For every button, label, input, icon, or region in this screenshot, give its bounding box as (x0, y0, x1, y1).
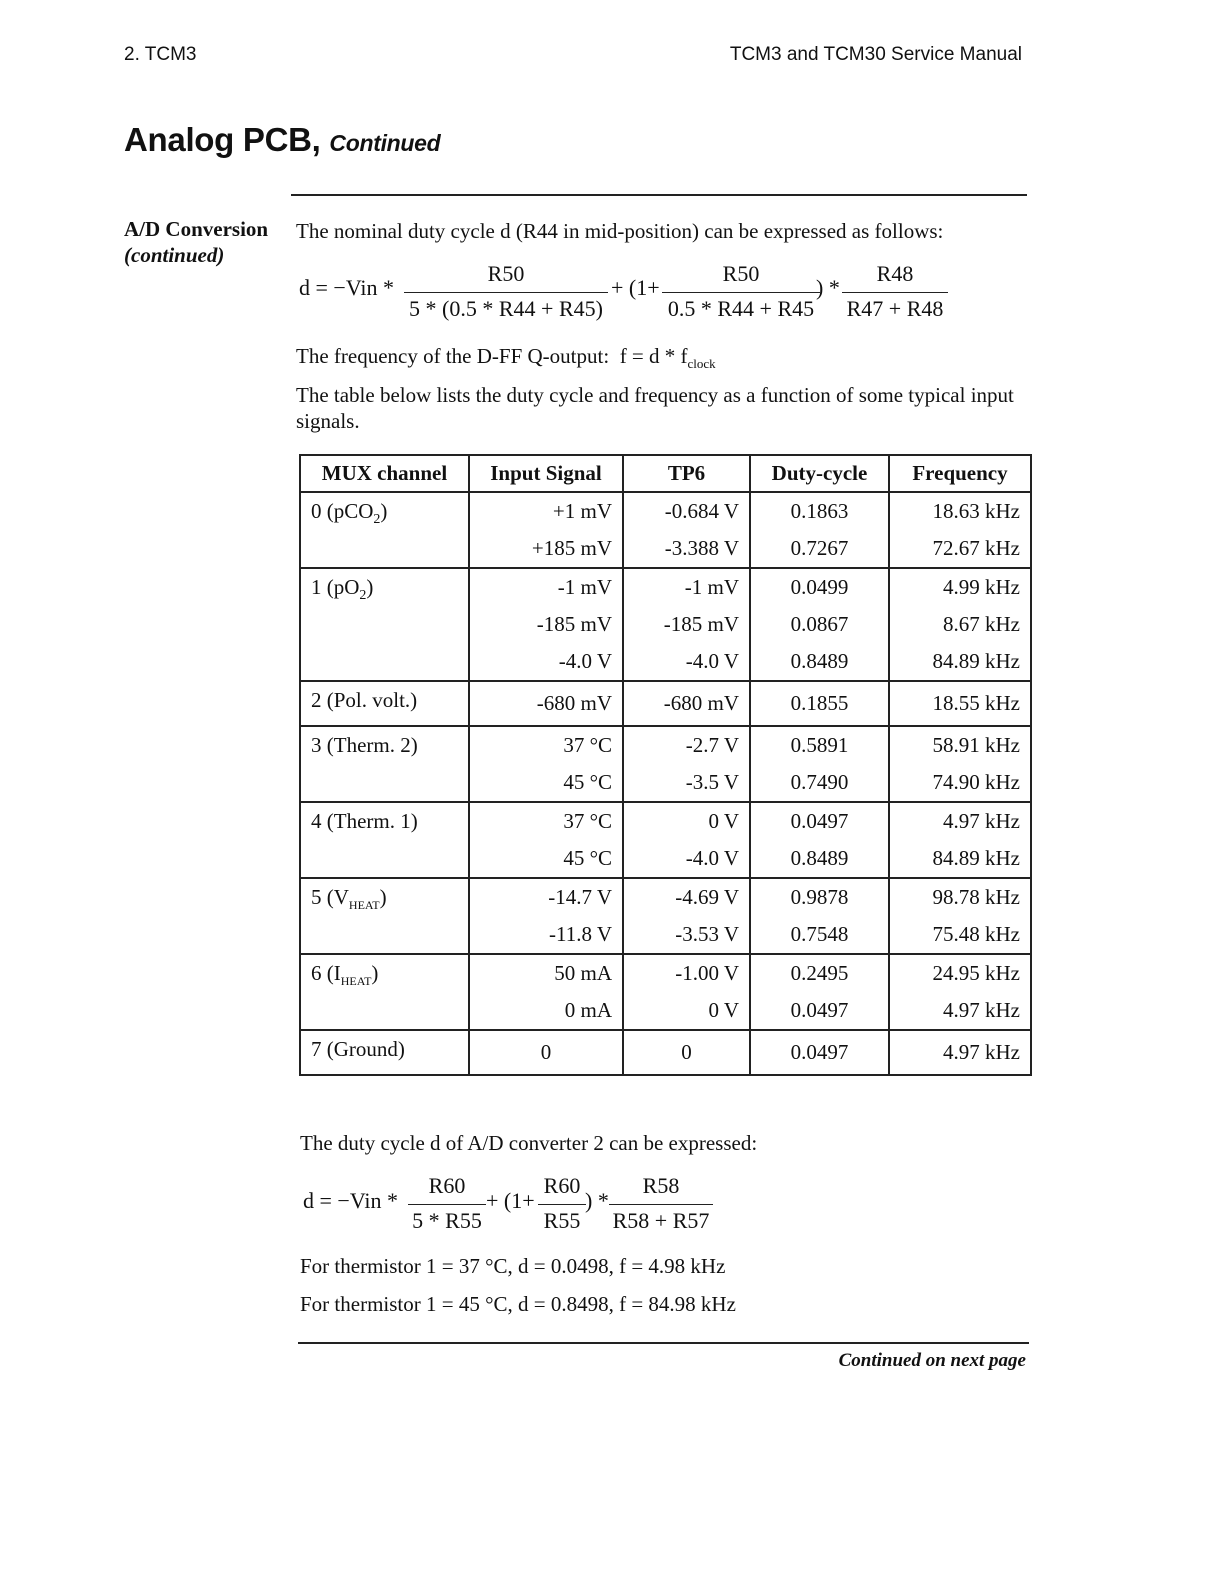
table-intro: The table below lists the duty cycle and frequency as a function of some typical input signals. (296, 383, 1014, 433)
tp6-cell: -1.00 V (623, 954, 750, 992)
duty-cycle-cell: 0.0497 (750, 1030, 889, 1075)
eq1-den3: R47 + R48 (846, 296, 944, 321)
eq1-num2: R50 (722, 261, 760, 286)
input-signal-cell: 50 mA (469, 954, 623, 992)
tp6-cell: -2.7 V (623, 726, 750, 764)
eq2-fraction-bar-2 (538, 1204, 586, 1205)
mux-channel-label: 1 (pO (311, 575, 360, 599)
mux-channel-label: 7 (Ground) (311, 1037, 405, 1061)
frequency-text: The frequency of the D-FF Q-output: (296, 344, 610, 368)
col-header-duty: Duty-cycle (750, 455, 889, 492)
mux-channel-cell (300, 878, 469, 954)
mux-channel-subscript: 2 (373, 512, 381, 528)
mux-channel-subscript: 2 (359, 588, 367, 604)
duty-cycle-cell: 0.2495 (750, 954, 889, 992)
frequency-cell: 24.95 kHz (889, 954, 1031, 992)
tp6-cell: 0 V (623, 992, 750, 1030)
tp6-cell: 0 (623, 1030, 750, 1075)
frequency-subscript: clock (687, 356, 716, 372)
eq2-fraction-bar-3 (609, 1204, 713, 1205)
table-row (300, 681, 1031, 726)
mux-channel-label: 0 (pCO (311, 499, 374, 523)
eq2-den3: R58 + R57 (612, 1208, 710, 1233)
duty-cycle-cell: 0.1863 (750, 492, 889, 530)
eq2-close: ) * (585, 1188, 609, 1213)
mux-channel-cell (300, 681, 469, 726)
tp6-cell: -1 mV (623, 568, 750, 606)
frequency-cell: 4.97 kHz (889, 992, 1031, 1030)
tp6-cell: -3.5 V (623, 764, 750, 802)
page-title-sub: Continued (329, 130, 441, 156)
eq2-den1: 5 * R55 (412, 1208, 482, 1233)
frequency-cell: 18.55 kHz (889, 681, 1031, 726)
eq1-num1: R50 (487, 261, 525, 286)
input-signal-cell: 37 °C (469, 726, 623, 764)
top-divider (291, 194, 1027, 196)
eq2-den2: R55 (543, 1208, 581, 1233)
eq2-num1: R60 (428, 1173, 466, 1198)
col-header-frequency: Frequency (889, 455, 1031, 492)
duty-cycle-cell: 0.0497 (750, 992, 889, 1030)
eq1-close: ) * (816, 275, 840, 300)
input-signal-cell: +185 mV (469, 530, 623, 568)
adc2-intro: The duty cycle d of A/D converter 2 can be expressed: (300, 1131, 758, 1155)
mux-channel-subscript: HEAT (340, 974, 372, 989)
mux-channel-label: 4 (Therm. 1) (311, 809, 418, 833)
page-title-main: Analog PCB, (124, 121, 321, 158)
input-signal-cell: -1 mV (469, 568, 623, 606)
eq2-num3: R58 (642, 1173, 680, 1198)
duty-cycle-cell: 0.8489 (750, 643, 889, 681)
frequency-cell: 74.90 kHz (889, 764, 1031, 802)
frequency-cell: 98.78 kHz (889, 878, 1031, 916)
frequency-cell: 4.97 kHz (889, 802, 1031, 840)
input-signal-cell: +1 mV (469, 492, 623, 530)
frequency-cell: 8.67 kHz (889, 606, 1031, 643)
page-title (124, 121, 440, 159)
eq2-num2: R60 (543, 1173, 581, 1198)
mux-channel-label-end: ) (366, 575, 374, 599)
duty-cycle-cell: 0.5891 (750, 726, 889, 764)
frequency-cell: 84.89 kHz (889, 840, 1031, 878)
mux-channel-cell (300, 726, 469, 802)
mux-channel-cell (300, 954, 469, 1030)
input-signal-cell: 0 mA (469, 992, 623, 1030)
frequency-cell: 4.97 kHz (889, 1030, 1031, 1075)
duty-cycle-cell: 0.1855 (750, 681, 889, 726)
table-row (300, 954, 1031, 992)
table-row (300, 802, 1031, 840)
mux-channel-label: 6 (I (311, 961, 341, 985)
continued-note: Continued on next page (838, 1350, 1026, 1371)
mux-channel-cell (300, 492, 469, 568)
input-signal-cell: -185 mV (469, 606, 623, 643)
tp6-cell: -0.684 V (623, 492, 750, 530)
eq1-plus: + (1+ (611, 275, 660, 300)
tp6-cell: -3.53 V (623, 916, 750, 954)
thermistor-line-2: For thermistor 1 = 45 °C, d = 0.8498, f = 84.98 kHz (300, 1292, 736, 1316)
eq1-fraction-bar-3 (842, 292, 948, 293)
frequency-cell: 84.89 kHz (889, 643, 1031, 681)
col-header-input: Input Signal (469, 455, 623, 492)
mux-channel-label: 3 (Therm. 2) (311, 733, 418, 757)
sidebar-heading-block (124, 216, 268, 268)
tp6-cell: -3.388 V (623, 530, 750, 568)
header-manual-title: TCM3 and TCM30 Service Manual (729, 44, 1022, 65)
duty-cycle-table (299, 454, 1032, 1076)
eq2-plus: + (1+ (486, 1188, 535, 1213)
tp6-cell: -4.0 V (623, 643, 750, 681)
tp6-cell: -185 mV (623, 606, 750, 643)
frequency-line (296, 343, 716, 377)
tp6-cell: 0 V (623, 802, 750, 840)
table-row (300, 568, 1031, 606)
col-header-tp6: TP6 (623, 455, 750, 492)
frequency-cell: 18.63 kHz (889, 492, 1031, 530)
duty-cycle-cell: 0.7490 (750, 764, 889, 802)
frequency-cell: 75.48 kHz (889, 916, 1031, 954)
eq1-fraction-bar-1 (404, 292, 608, 293)
input-signal-cell: 37 °C (469, 802, 623, 840)
tp6-cell: -4.0 V (623, 840, 750, 878)
input-signal-cell: 45 °C (469, 764, 623, 802)
mux-channel-label-end: ) (371, 961, 379, 985)
mux-channel-subscript: HEAT (348, 898, 380, 913)
duty-cycle-cell: 0.0497 (750, 802, 889, 840)
bottom-divider (298, 1342, 1029, 1344)
duty-cycle-cell: 0.7548 (750, 916, 889, 954)
table-body (300, 492, 1031, 1075)
eq1-fraction-bar-2 (662, 292, 820, 293)
intro-paragraph: The nominal duty cycle d (R44 in mid-position) can be expressed as follows: (296, 219, 944, 243)
duty-cycle-cell: 0.7267 (750, 530, 889, 568)
input-signal-cell: 0 (469, 1030, 623, 1075)
header-section: 2. TCM3 (124, 44, 197, 65)
tp6-cell: -4.69 V (623, 878, 750, 916)
table-row (300, 878, 1031, 916)
eq2-lhs: d = −Vin * (303, 1188, 398, 1213)
eq1-lhs: d = −Vin * (299, 275, 394, 300)
frequency-cell: 58.91 kHz (889, 726, 1031, 764)
col-header-mux: MUX channel (300, 455, 469, 492)
frequency-cell: 72.67 kHz (889, 530, 1031, 568)
table-row (300, 726, 1031, 764)
mux-channel-cell (300, 568, 469, 681)
input-signal-cell: 45 °C (469, 840, 623, 878)
input-signal-cell: -680 mV (469, 681, 623, 726)
duty-cycle-cell: 0.8489 (750, 840, 889, 878)
mux-channel-label-end: ) (380, 499, 388, 523)
input-signal-cell: -14.7 V (469, 878, 623, 916)
mux-channel-label: 2 (Pol. volt.) (311, 688, 418, 712)
frequency-formula: f = d * f (619, 344, 688, 368)
mux-channel-cell (300, 802, 469, 878)
eq1-den2: 0.5 * R44 + R45 (667, 296, 815, 321)
eq2-fraction-bar-1 (408, 1204, 486, 1205)
tp6-cell: -680 mV (623, 681, 750, 726)
eq1-den1: 5 * (0.5 * R44 + R45) (409, 296, 603, 321)
sidebar-heading: A/D Conversion (124, 217, 269, 241)
duty-cycle-cell: 0.9878 (750, 878, 889, 916)
duty-cycle-cell: 0.0867 (750, 606, 889, 643)
thermistor-line-1: For thermistor 1 = 37 °C, d = 0.0498, f = 4.98 kHz (300, 1254, 726, 1278)
duty-cycle-cell: 0.0499 (750, 568, 889, 606)
frequency-cell: 4.99 kHz (889, 568, 1031, 606)
mux-channel-cell (300, 1030, 469, 1075)
table-row (300, 1030, 1031, 1075)
sidebar-subheading: (continued) (124, 243, 225, 267)
mux-channel-label: 5 (V (311, 885, 349, 909)
mux-channel-label-end: ) (379, 885, 387, 909)
table-row (300, 492, 1031, 530)
input-signal-cell: -11.8 V (469, 916, 623, 954)
eq1-num3: R48 (876, 261, 914, 286)
input-signal-cell: -4.0 V (469, 643, 623, 681)
